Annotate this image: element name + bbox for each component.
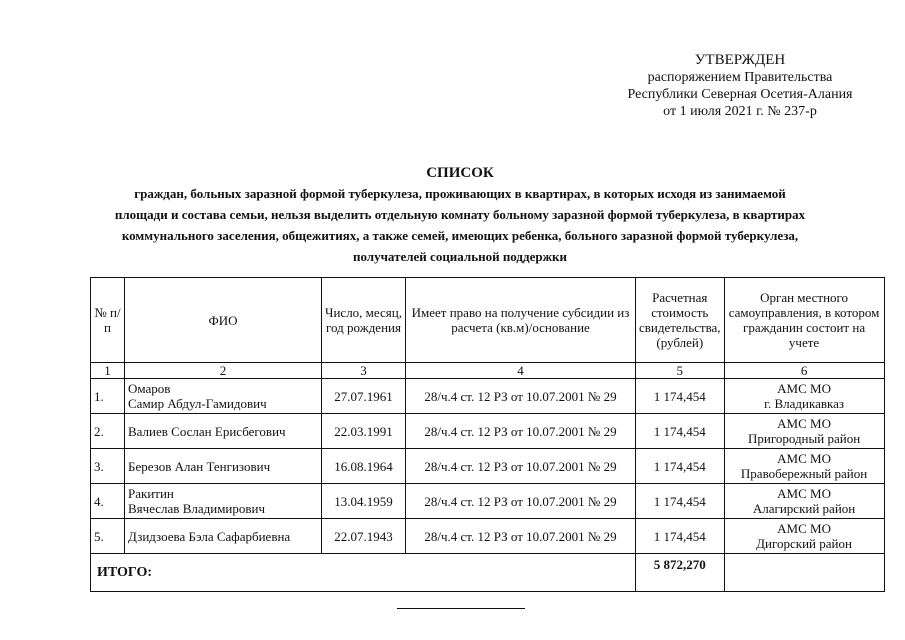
row-birthdate: 22.03.1991 — [322, 414, 406, 449]
column-number-row — [91, 363, 885, 379]
column-number: 2 — [125, 363, 322, 379]
title-line-1: граждан, больных заразной формой туберкулеза, проживающих в квартирах, в которых исходя из занимаемой — [134, 186, 786, 201]
row-number: 3. — [91, 449, 125, 484]
approval-stamp — [560, 52, 905, 120]
approval-line-republic: Республики Северная Осетия-Алания — [627, 87, 853, 102]
organization-type: АМС МО — [777, 521, 831, 536]
row-cost: 1 174,454 — [636, 519, 725, 554]
row-name: Омаров Самир Абдул-Гамидович — [125, 379, 322, 414]
organization-type: АМС МО — [777, 416, 831, 431]
row-number: 5. — [91, 519, 125, 554]
row-name: Дзидзоева Бэла Сафарбиевна — [125, 519, 322, 554]
row-cost: 1 174,454 — [636, 414, 725, 449]
approval-line-order: распоряжением Правительства — [647, 70, 833, 85]
row-number: 1. — [91, 379, 125, 414]
row-organization — [724, 414, 884, 449]
row-birthdate: 13.04.1959 — [322, 484, 406, 519]
header-organization: Орган местного самоуправления, в котором гражданин состоит на учете — [724, 278, 884, 363]
row-subsidy-basis: 28/ч.4 ст. 12 РЗ от 10.07.2001 № 29 — [406, 449, 636, 484]
header-name: ФИО — [125, 278, 322, 363]
approval-line-date: от 1 июля 2021 г. № 237-р — [663, 104, 817, 119]
document-title — [60, 163, 860, 267]
row-name: Валиев Сослан Ерисбегович — [125, 414, 322, 449]
row-organization — [724, 379, 884, 414]
header-birthdate: Число, месяц, год рождения — [322, 278, 406, 363]
column-number: 3 — [322, 363, 406, 379]
organization-district: Правобережный район — [740, 466, 868, 481]
total-value: 5 872,270 — [636, 554, 725, 592]
row-name: Березов Алан Тенгизович — [125, 449, 322, 484]
row-organization — [724, 484, 884, 519]
table-row — [91, 484, 885, 519]
organization-district: Дигорский район — [756, 536, 852, 551]
organization-type: АМС МО — [777, 486, 831, 501]
header-subsidy-basis: Имеет право на получение субсидии из расчета (кв.м)/основание — [406, 278, 636, 363]
table-row — [91, 379, 885, 414]
column-number: 1 — [91, 363, 125, 379]
row-birthdate: 16.08.1964 — [322, 449, 406, 484]
title-line-3: коммунального заселения, общежитиях, а также семей, имеющих ребенка, больного заразной формой туберкулеза, — [121, 228, 799, 243]
approval-heading: УТВЕРЖДЕН — [694, 52, 786, 68]
row-number: 4. — [91, 484, 125, 519]
total-empty-cell — [724, 554, 884, 592]
column-number: 6 — [724, 363, 884, 379]
row-organization — [724, 449, 884, 484]
header-cost: Расчетная стоимость свидетельства, (рублей) — [636, 278, 725, 363]
table-row — [91, 519, 885, 554]
row-organization — [724, 519, 884, 554]
footer-separator-line — [397, 608, 525, 609]
row-cost: 1 174,454 — [636, 449, 725, 484]
recipients-table — [90, 277, 885, 592]
organization-district: Алагирский район — [752, 501, 856, 516]
row-birthdate: 22.07.1943 — [322, 519, 406, 554]
title-line-4: получателей социальной поддержки — [352, 249, 567, 264]
row-subsidy-basis: 28/ч.4 ст. 12 РЗ от 10.07.2001 № 29 — [406, 484, 636, 519]
organization-type: АМС МО — [777, 451, 831, 466]
row-subsidy-basis: 28/ч.4 ст. 12 РЗ от 10.07.2001 № 29 — [406, 519, 636, 554]
organization-district: г. Владикавказ — [764, 396, 845, 411]
row-subsidy-basis: 28/ч.4 ст. 12 РЗ от 10.07.2001 № 29 — [406, 379, 636, 414]
row-cost: 1 174,454 — [636, 379, 725, 414]
table-row — [91, 449, 885, 484]
title-line-2: площади и состава семьи, нельзя выделить отдельную комнату больному заразной формой туберкулеза, в квартирах — [114, 207, 806, 222]
row-cost: 1 174,454 — [636, 484, 725, 519]
row-subsidy-basis: 28/ч.4 ст. 12 РЗ от 10.07.2001 № 29 — [406, 414, 636, 449]
organization-district: Пригородный район — [747, 431, 861, 446]
row-number: 2. — [91, 414, 125, 449]
title-heading: СПИСОК — [426, 165, 494, 181]
column-number: 5 — [636, 363, 725, 379]
header-number: № п/ п — [91, 278, 125, 363]
table-row — [91, 414, 885, 449]
total-row — [91, 554, 885, 592]
column-number: 4 — [406, 363, 636, 379]
table-header-row — [91, 278, 885, 363]
organization-type: АМС МО — [777, 381, 831, 396]
row-birthdate: 27.07.1961 — [322, 379, 406, 414]
row-name: Ракитин Вячеслав Владимирович — [125, 484, 322, 519]
total-label: ИТОГО: — [91, 554, 636, 592]
